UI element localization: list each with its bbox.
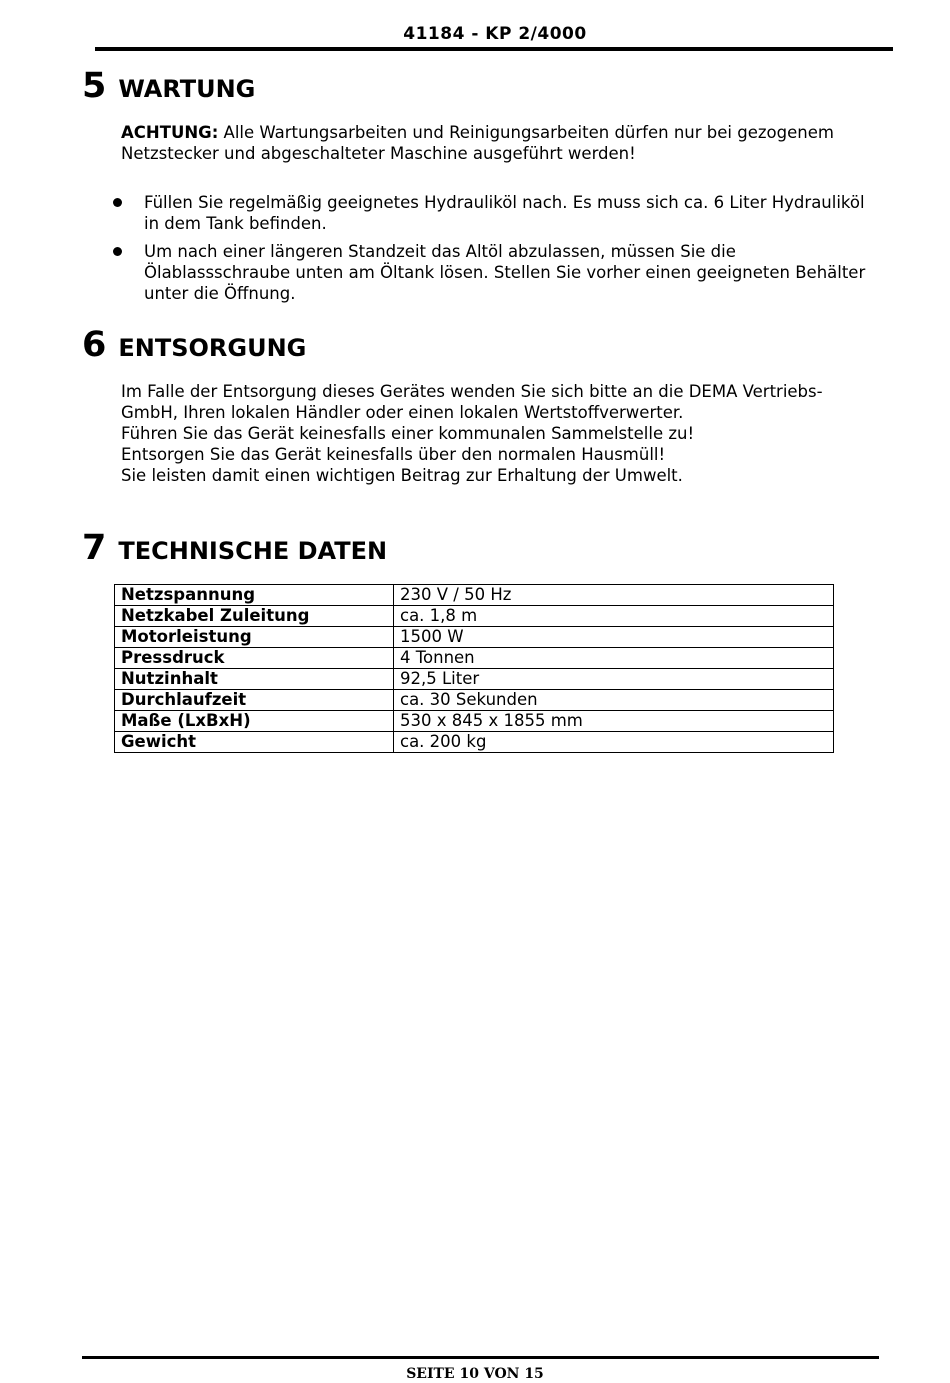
footer-divider	[82, 1356, 879, 1359]
table-row	[115, 669, 834, 690]
section-number: 6	[82, 325, 107, 365]
list-item: Um nach einer längeren Standzeit das Altöl abzulassen, müssen Sie die Ölablassschraube unten am Öltank lösen. Stellen Sie vorher einen geeigneten Behälter unter die Öffnung.	[110, 241, 870, 304]
section-title: ENTSORGUNG	[118, 334, 307, 362]
spec-value: ca. 200 kg	[394, 732, 834, 753]
table-row	[115, 732, 834, 753]
table-row	[115, 711, 834, 732]
spec-value: 230 V / 50 Hz	[394, 585, 834, 606]
maintenance-list	[110, 192, 870, 311]
bullet-icon	[113, 247, 122, 256]
list-item: Füllen Sie regelmäßig geeignetes Hydrauliköl nach. Es muss sich ca. 6 Liter Hydrauliköl in dem Tank befinden.	[110, 192, 870, 234]
spec-value: 4 Tonnen	[394, 648, 834, 669]
spec-value: ca. 30 Sekunden	[394, 690, 834, 711]
spec-value: 530 x 845 x 1855 mm	[394, 711, 834, 732]
spec-label: Motorleistung	[115, 627, 394, 648]
spec-label: Pressdruck	[115, 648, 394, 669]
section-heading-wartung	[82, 66, 255, 106]
spec-label: Netzkabel Zuleitung	[115, 606, 394, 627]
spec-label: Netzspannung	[115, 585, 394, 606]
table-row	[115, 690, 834, 711]
page-number: SEITE 10 VON 15	[406, 1366, 544, 1382]
disposal-line: Im Falle der Entsorgung dieses Gerätes wenden Sie sich bitte an die DEMA Vertriebs-	[121, 382, 823, 401]
section-number: 5	[82, 66, 107, 106]
spec-label: Maße (LxBxH)	[115, 711, 394, 732]
warning-text: Alle Wartungsarbeiten und Reinigungsarbeiten dürfen nur bei gezogenem Netzstecker und abgeschalteter Maschine ausgeführt werden!	[121, 123, 834, 163]
spec-label: Gewicht	[115, 732, 394, 753]
spec-label: Durchlaufzeit	[115, 690, 394, 711]
table-row	[115, 606, 834, 627]
header-divider	[95, 47, 893, 51]
disposal-line: Entsorgen Sie das Gerät keinesfalls über den normalen Hausmüll!	[121, 445, 666, 464]
spec-value: 1500 W	[394, 627, 834, 648]
warning-paragraph	[121, 122, 881, 164]
spec-value: 92,5 Liter	[394, 669, 834, 690]
section-title: TECHNISCHE DATEN	[118, 537, 388, 565]
section-title: WARTUNG	[118, 75, 256, 103]
disposal-text	[121, 381, 901, 486]
warning-label: ACHTUNG:	[121, 123, 219, 142]
section-number: 7	[82, 528, 107, 568]
table-row	[115, 585, 834, 606]
section-heading-technische-daten	[82, 528, 387, 568]
spec-table	[114, 584, 834, 753]
page-header-title: 41184 - KP 2/4000	[403, 24, 587, 44]
table-row	[115, 648, 834, 669]
bullet-icon	[113, 198, 122, 207]
spec-label: Nutzinhalt	[115, 669, 394, 690]
section-heading-entsorgung	[82, 325, 306, 365]
spec-value: ca. 1,8 m	[394, 606, 834, 627]
disposal-line: Führen Sie das Gerät keinesfalls einer kommunalen Sammelstelle zu!	[121, 424, 695, 443]
table-row	[115, 627, 834, 648]
disposal-line: Sie leisten damit einen wichtigen Beitrag zur Erhaltung der Umwelt.	[121, 466, 683, 485]
disposal-line: GmbH, Ihren lokalen Händler oder einen lokalen Wertstoffverwerter.	[121, 403, 684, 422]
